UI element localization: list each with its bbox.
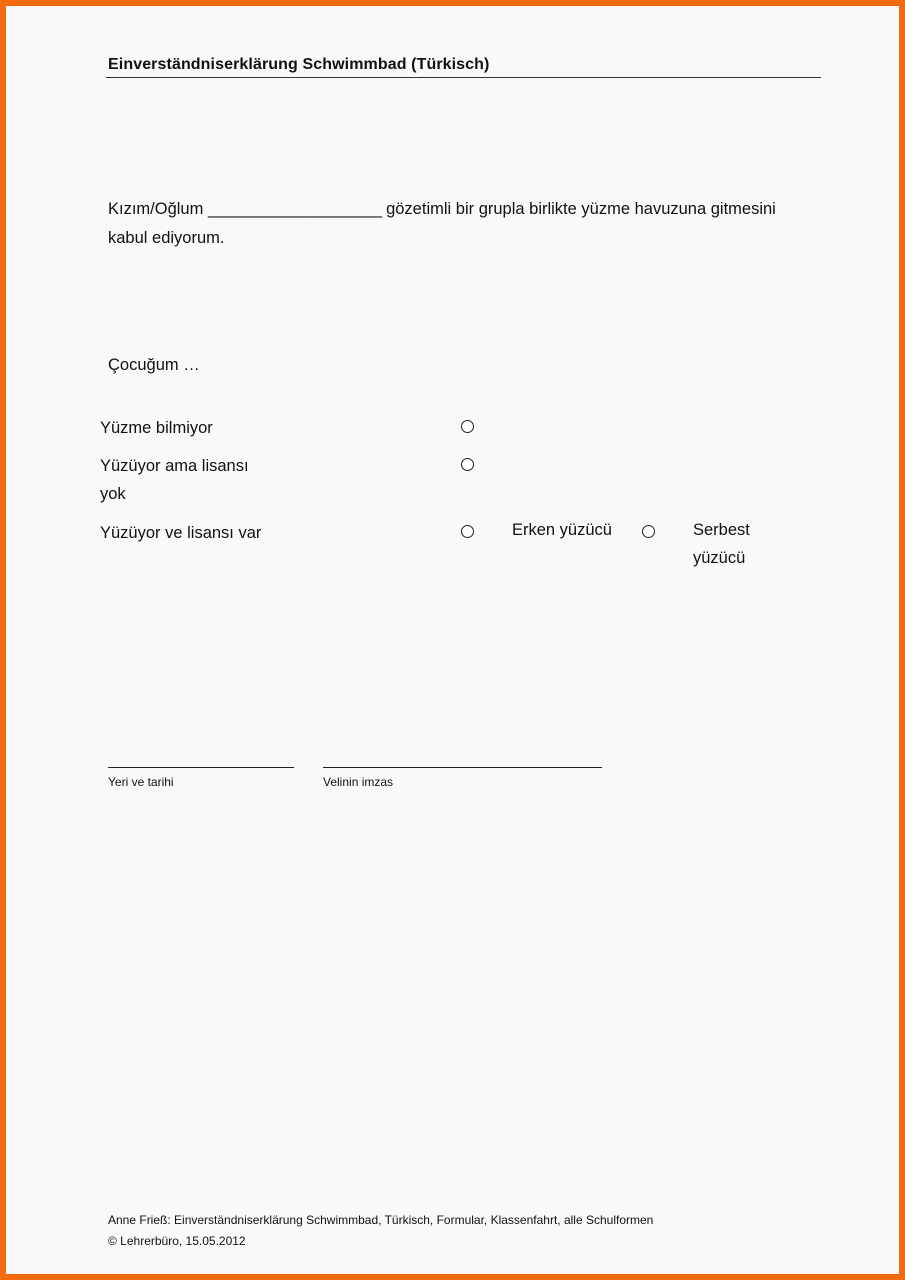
option-no-license-line1: Yüzüyor ama lisansı <box>100 457 249 475</box>
consent-prefix: Kızım/Oğlum <box>108 200 204 218</box>
option-early-swimmer-label: Erken yüzücü <box>512 521 612 539</box>
child-lead-text: Çocuğum … <box>108 356 200 374</box>
child-name-blank[interactable]: ____________________ <box>207 200 382 218</box>
title-underline <box>106 77 821 78</box>
option-no-license-label <box>100 452 249 508</box>
radio-early-swimmer[interactable] <box>642 525 655 538</box>
place-date-label: Yeri ve tarihi <box>108 775 174 789</box>
document-title: Einverständniserklärung Schwimmbad (Türkisch) <box>108 56 490 73</box>
footer-credit: Anne Frieß: Einverständniserklärung Schwimmbad, Türkisch, Formular, Klassenfahrt, alle Schulformen <box>108 1213 654 1227</box>
radio-no-license[interactable] <box>461 458 474 471</box>
option-free-swimmer-line2: yüzücü <box>693 549 746 567</box>
radio-cannot-swim[interactable] <box>461 420 474 433</box>
option-no-license-line2: yok <box>100 485 126 503</box>
place-date-line[interactable] <box>108 767 294 768</box>
option-with-license-label: Yüzüyor ve lisansı var <box>100 524 262 542</box>
footer-copyright: © Lehrerbüro, 15.05.2012 <box>108 1234 246 1248</box>
parent-signature-line[interactable] <box>323 767 602 768</box>
option-free-swimmer-line1: Serbest <box>693 521 750 539</box>
consent-suffix: gözetimli bir grupla birlikte yüzme havuzuna gitmesini kabul ediyorum. <box>108 200 776 247</box>
parent-signature-label: Velinin imzas <box>323 775 394 789</box>
option-cannot-swim-label: Yüzme bilmiyor <box>100 419 213 437</box>
radio-with-license[interactable] <box>461 525 474 538</box>
option-free-swimmer-label <box>693 516 750 572</box>
consent-paragraph <box>108 195 808 253</box>
